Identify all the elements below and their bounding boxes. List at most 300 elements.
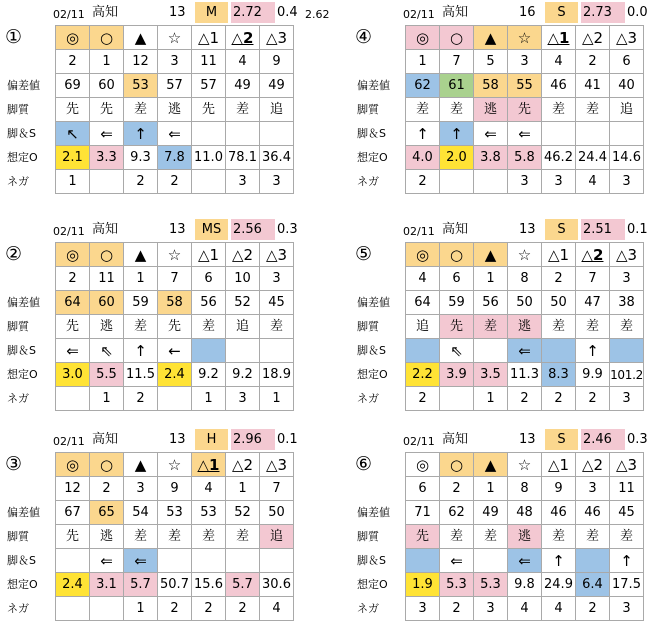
pace-arrow-cell: [192, 549, 226, 573]
deviation-cell: 40: [610, 74, 644, 98]
negative-cell: [56, 597, 90, 621]
expected-odds-cell: 50.7: [158, 573, 192, 597]
expected-odds-cell: 3.3: [90, 146, 124, 170]
arrow-row: [406, 549, 644, 573]
horse-number-cell: 3: [158, 50, 192, 74]
dev-row: [406, 291, 644, 315]
marks-row: [406, 26, 644, 50]
running-style-cell: 追: [226, 315, 260, 339]
horse-number-cell: 6: [406, 477, 440, 501]
expected-odds-cell: 9.9: [576, 363, 610, 387]
deviation-cell: 60: [90, 291, 124, 315]
mark-cell: △1: [192, 453, 226, 477]
mark-cell: ☆: [158, 26, 192, 50]
deviation-cell: 47: [576, 291, 610, 315]
negative-cell: 2: [542, 387, 576, 411]
horse-number-cell: 2: [56, 50, 90, 74]
deviation-cell: 71: [406, 501, 440, 525]
expected-odds-cell: 2.4: [56, 573, 90, 597]
row-label: 脚質: [7, 103, 29, 116]
style-row: [56, 98, 294, 122]
deviation-cell: 41: [576, 74, 610, 98]
deviation-cell: 45: [610, 501, 644, 525]
running-style-cell: 差: [474, 315, 508, 339]
prediction-table: [405, 25, 644, 194]
race-date: 02/11: [53, 435, 85, 448]
negative-cell: 3: [226, 387, 260, 411]
running-style-cell: 差: [406, 98, 440, 122]
running-style-cell: 先: [406, 525, 440, 549]
odds-row: [56, 146, 294, 170]
style-row: [56, 525, 294, 549]
race-grade: H: [195, 429, 228, 450]
mark-cell: ▲: [124, 453, 158, 477]
running-style-cell: 先: [508, 98, 542, 122]
deviation-cell: 61: [440, 74, 474, 98]
mark-cell: ☆: [508, 243, 542, 267]
negative-cell: 3: [610, 597, 644, 621]
mark-cell: ○: [440, 26, 474, 50]
marks-row: [56, 453, 294, 477]
expected-odds-cell: 14.6: [610, 146, 644, 170]
deviation-cell: 59: [124, 291, 158, 315]
pace-arrow-cell: ⇐: [440, 549, 474, 573]
nums-row: [56, 50, 294, 74]
secondary-value: 0.3: [277, 222, 298, 237]
mark-cell: △3: [260, 26, 294, 50]
running-style-cell: 逃: [90, 315, 124, 339]
row-label: 想定O: [357, 151, 388, 164]
race-number: ③: [5, 453, 23, 475]
negative-cell: [440, 387, 474, 411]
pace-arrow-cell: [192, 339, 226, 363]
mark-cell: △2: [226, 26, 260, 50]
expected-odds-cell: 9.2: [226, 363, 260, 387]
prediction-table: [55, 452, 294, 621]
mark-cell: ◎: [56, 243, 90, 267]
race-number: ⑥: [355, 453, 373, 475]
pace-arrow-cell: ⇐: [508, 549, 542, 573]
mark-cell: ▲: [474, 26, 508, 50]
race-venue: 高知: [442, 5, 469, 20]
race-date: 02/11: [403, 225, 435, 238]
expected-odds-cell: 24.4: [576, 146, 610, 170]
horse-number-cell: 11: [610, 477, 644, 501]
negative-cell: 2: [440, 597, 474, 621]
pace-arrow-cell: [260, 339, 294, 363]
negative-cell: 4: [542, 597, 576, 621]
expected-odds-cell: 36.4: [260, 146, 294, 170]
negative-cell: 3: [508, 170, 542, 194]
row-label: ネガ: [357, 602, 379, 615]
nums-row: [56, 477, 294, 501]
mark-cell: ◎: [406, 453, 440, 477]
race-number: ⑤: [355, 243, 373, 265]
running-style-cell: 差: [158, 525, 192, 549]
race-grade: MS: [195, 219, 228, 240]
expected-odds-cell: 5.3: [474, 573, 508, 597]
horse-number-cell: 5: [474, 50, 508, 74]
row-label: 偏差値: [7, 79, 40, 92]
expected-odds-cell: 4.0: [406, 146, 440, 170]
horse-number-cell: 4: [192, 477, 226, 501]
row-label: 脚質: [7, 530, 29, 543]
pace-arrow-cell: ⇐: [158, 122, 192, 146]
neg-row: [406, 170, 644, 194]
row-label: 脚質: [357, 530, 379, 543]
deviation-cell: 52: [226, 291, 260, 315]
running-style-cell: 差: [576, 315, 610, 339]
race-grade: S: [545, 219, 578, 240]
pace-arrow-cell: [610, 122, 644, 146]
expected-odds-cell: 15.6: [192, 573, 226, 597]
row-label: 脚＆S: [7, 127, 36, 140]
pace-arrow-cell: ←: [158, 339, 192, 363]
pace-arrow-cell: [226, 339, 260, 363]
horse-number-cell: 1: [406, 50, 440, 74]
pace-arrow-cell: [474, 549, 508, 573]
negative-cell: 2: [406, 170, 440, 194]
expected-odds-cell: 7.8: [158, 146, 192, 170]
negative-cell: 1: [260, 387, 294, 411]
mark-cell: ▲: [474, 453, 508, 477]
mark-cell: △3: [260, 453, 294, 477]
pace-arrow-cell: ↑: [610, 549, 644, 573]
pace-arrow-cell: [226, 549, 260, 573]
running-style-cell: 逃: [90, 525, 124, 549]
mark-cell: △2: [576, 243, 610, 267]
negative-cell: 1: [56, 170, 90, 194]
negative-cell: 3: [226, 170, 260, 194]
pace-arrow-cell: [260, 122, 294, 146]
deviation-cell: 46: [542, 501, 576, 525]
row-label: 偏差値: [7, 506, 40, 519]
expected-odds-cell: 17.5: [610, 573, 644, 597]
mark-cell: ◎: [406, 243, 440, 267]
row-label: ネガ: [357, 392, 379, 405]
negative-cell: 3: [610, 387, 644, 411]
deviation-cell: 57: [192, 74, 226, 98]
deviation-cell: 62: [406, 74, 440, 98]
race-date: 02/11: [53, 225, 85, 238]
mark-cell: ☆: [158, 453, 192, 477]
deviation-cell: 57: [158, 74, 192, 98]
deviation-cell: 59: [440, 291, 474, 315]
neg-row: [406, 597, 644, 621]
negative-cell: 3: [406, 597, 440, 621]
horse-number-cell: 8: [508, 477, 542, 501]
expected-odds-cell: 3.5: [474, 363, 508, 387]
neg-row: [406, 387, 644, 411]
running-style-cell: 差: [576, 98, 610, 122]
pace-arrow-cell: [56, 549, 90, 573]
mark-cell: △2: [576, 26, 610, 50]
secondary-value: 0.1: [277, 432, 298, 447]
negative-cell: 2: [576, 387, 610, 411]
mark-cell: △2: [226, 453, 260, 477]
nums-row: [56, 267, 294, 291]
horse-number-cell: 6: [610, 50, 644, 74]
odds-row: [56, 573, 294, 597]
running-style-cell: 差: [610, 525, 644, 549]
row-label: 脚質: [357, 320, 379, 333]
horse-number-cell: 10: [226, 267, 260, 291]
pace-arrow-cell: ⇐: [90, 549, 124, 573]
race-panel-5: [355, 217, 655, 413]
deviation-cell: 49: [260, 74, 294, 98]
race-grade: S: [545, 2, 578, 23]
negative-cell: 1: [474, 387, 508, 411]
style-row: [406, 525, 644, 549]
deviation-cell: 62: [440, 501, 474, 525]
negative-cell: [56, 387, 90, 411]
odds-row: [406, 146, 644, 170]
dev-row: [406, 501, 644, 525]
deviation-cell: 58: [474, 74, 508, 98]
horse-number-cell: 8: [508, 267, 542, 291]
running-style-cell: 先: [440, 315, 474, 339]
row-label: ネガ: [7, 602, 29, 615]
secondary-value: 0.3: [627, 432, 648, 447]
expected-odds-cell: 11.3: [508, 363, 542, 387]
index-value: 2.56: [231, 219, 275, 240]
running-style-cell: 差: [440, 525, 474, 549]
pace-arrow-cell: [158, 549, 192, 573]
row-label: 脚＆S: [7, 344, 36, 357]
pace-arrow-cell: ⇐: [90, 122, 124, 146]
horse-number-cell: 2: [542, 267, 576, 291]
row-label: 想定O: [7, 578, 38, 591]
negative-cell: 4: [576, 170, 610, 194]
mark-cell: ◎: [56, 26, 90, 50]
negative-cell: 3: [474, 597, 508, 621]
mark-cell: △3: [610, 453, 644, 477]
odds-row: [56, 363, 294, 387]
runner-count: 16: [519, 5, 536, 20]
runner-count: 13: [519, 432, 536, 447]
race-venue: 高知: [92, 432, 119, 447]
horse-number-cell: 9: [542, 477, 576, 501]
horse-number-cell: 6: [192, 267, 226, 291]
negative-cell: [192, 170, 226, 194]
row-label: 想定O: [357, 368, 388, 381]
running-style-cell: 差: [542, 525, 576, 549]
expected-odds-cell: 9.3: [124, 146, 158, 170]
negative-cell: 2: [124, 170, 158, 194]
expected-odds-cell: 2.1: [56, 146, 90, 170]
marks-row: [56, 26, 294, 50]
race-venue: 高知: [92, 5, 119, 20]
index-value: 2.46: [581, 429, 625, 450]
dev-row: [406, 74, 644, 98]
running-style-cell: 先: [90, 98, 124, 122]
row-label: 偏差値: [357, 296, 390, 309]
horse-number-cell: 6: [440, 267, 474, 291]
row-label: ネガ: [7, 392, 29, 405]
race-number: ①: [5, 26, 23, 48]
row-label: 脚＆S: [357, 554, 386, 567]
running-style-cell: 差: [226, 525, 260, 549]
prediction-table: [55, 25, 294, 194]
race-venue: 高知: [92, 222, 119, 237]
runner-count: 13: [169, 5, 186, 20]
negative-cell: [158, 387, 192, 411]
mark-cell: ◎: [406, 26, 440, 50]
deviation-cell: 58: [158, 291, 192, 315]
pace-arrow-cell: [192, 122, 226, 146]
runner-count: 13: [169, 432, 186, 447]
running-style-cell: 差: [260, 315, 294, 339]
horse-number-cell: 9: [158, 477, 192, 501]
mark-cell: ☆: [158, 243, 192, 267]
mark-cell: ▲: [124, 243, 158, 267]
expected-odds-cell: 46.2: [542, 146, 576, 170]
running-style-cell: 逃: [508, 525, 542, 549]
expected-odds-cell: 101.2: [610, 363, 644, 387]
mark-cell: △3: [610, 26, 644, 50]
prediction-table: [55, 242, 294, 411]
race-venue: 高知: [442, 222, 469, 237]
row-label: 想定O: [357, 578, 388, 591]
pace-arrow-cell: ⇐: [508, 122, 542, 146]
horse-number-cell: 1: [226, 477, 260, 501]
horse-number-cell: 3: [508, 50, 542, 74]
odds-row: [406, 573, 644, 597]
horse-number-cell: 1: [474, 267, 508, 291]
index-value: 2.96: [231, 429, 275, 450]
deviation-cell: 46: [542, 74, 576, 98]
mark-cell: △1: [542, 26, 576, 50]
pace-arrow-cell: ⇖: [90, 339, 124, 363]
pace-arrow-cell: [576, 549, 610, 573]
pace-arrow-cell: ↑: [576, 339, 610, 363]
row-label: 脚＆S: [7, 554, 36, 567]
expected-odds-cell: 8.3: [542, 363, 576, 387]
pace-arrow-cell: ⇖: [440, 339, 474, 363]
mark-cell: △1: [542, 453, 576, 477]
horse-number-cell: 3: [124, 477, 158, 501]
horse-number-cell: 3: [610, 267, 644, 291]
running-style-cell: 先: [192, 98, 226, 122]
marks-row: [406, 243, 644, 267]
negative-cell: [90, 597, 124, 621]
pace-arrow-cell: [260, 549, 294, 573]
running-style-cell: 追: [260, 98, 294, 122]
mark-cell: ○: [440, 243, 474, 267]
mark-cell: △3: [610, 243, 644, 267]
negative-cell: 1: [192, 387, 226, 411]
secondary-value: 0.4: [277, 5, 298, 20]
pace-arrow-cell: ⇐: [124, 549, 158, 573]
deviation-cell: 49: [226, 74, 260, 98]
deviation-cell: 56: [474, 291, 508, 315]
neg-row: [56, 387, 294, 411]
negative-cell: 2: [508, 387, 542, 411]
pace-arrow-cell: ⇐: [508, 339, 542, 363]
arrow-row: [56, 339, 294, 363]
deviation-cell: 46: [576, 501, 610, 525]
expected-odds-cell: 6.4: [576, 573, 610, 597]
row-label: 脚＆S: [357, 127, 386, 140]
mark-cell: ▲: [124, 26, 158, 50]
race-panel-4: [355, 0, 655, 196]
deviation-cell: 50: [542, 291, 576, 315]
running-style-cell: 差: [576, 525, 610, 549]
marks-row: [56, 243, 294, 267]
row-label: 偏差値: [357, 79, 390, 92]
negative-cell: 4: [260, 597, 294, 621]
row-label: 想定O: [7, 151, 38, 164]
horse-number-cell: 1: [124, 267, 158, 291]
negative-cell: 3: [260, 170, 294, 194]
pace-arrow-cell: ↑: [124, 122, 158, 146]
style-row: [56, 315, 294, 339]
negative-cell: 2: [124, 387, 158, 411]
prediction-table: [405, 452, 644, 621]
race-header: [5, 427, 305, 452]
pace-arrow-cell: ↑: [542, 549, 576, 573]
arrow-row: [56, 549, 294, 573]
row-label: ネガ: [7, 175, 29, 188]
expected-odds-cell: 3.1: [90, 573, 124, 597]
horse-number-cell: 4: [406, 267, 440, 291]
horse-number-cell: 9: [260, 50, 294, 74]
row-label: 脚質: [7, 320, 29, 333]
running-style-cell: 先: [56, 315, 90, 339]
deviation-cell: 54: [124, 501, 158, 525]
race-venue: 高知: [442, 432, 469, 447]
negative-cell: 1: [124, 597, 158, 621]
negative-cell: 1: [90, 387, 124, 411]
style-row: [406, 315, 644, 339]
horse-number-cell: 7: [158, 267, 192, 291]
expected-odds-cell: 3.9: [440, 363, 474, 387]
horse-number-cell: 3: [576, 477, 610, 501]
index-value: 2.73: [581, 2, 625, 23]
running-style-cell: 逃: [158, 98, 192, 122]
expected-odds-cell: 2.4: [158, 363, 192, 387]
negative-cell: 4: [508, 597, 542, 621]
index-value: 2.51: [581, 219, 625, 240]
race-date: 02/11: [403, 8, 435, 21]
running-style-cell: 差: [226, 98, 260, 122]
horse-number-cell: 2: [440, 477, 474, 501]
negative-cell: [90, 170, 124, 194]
mark-cell: ▲: [474, 243, 508, 267]
pace-arrow-cell: ↑: [406, 122, 440, 146]
running-style-cell: 差: [124, 98, 158, 122]
horse-number-cell: 3: [260, 267, 294, 291]
row-label: 脚質: [357, 103, 379, 116]
deviation-cell: 52: [226, 501, 260, 525]
horse-number-cell: 7: [260, 477, 294, 501]
expected-odds-cell: 3.8: [474, 146, 508, 170]
deviation-cell: 50: [260, 501, 294, 525]
race-grade: M: [195, 2, 228, 23]
deviation-cell: 49: [474, 501, 508, 525]
expected-odds-cell: 30.6: [260, 573, 294, 597]
nums-row: [406, 267, 644, 291]
style-row: [406, 98, 644, 122]
horse-number-cell: 7: [576, 267, 610, 291]
pace-arrow-cell: [474, 339, 508, 363]
mark-cell: ☆: [508, 453, 542, 477]
row-label: 偏差値: [357, 506, 390, 519]
expected-odds-cell: 9.2: [192, 363, 226, 387]
pace-arrow-cell: [542, 339, 576, 363]
secondary-value: 0.0: [627, 5, 648, 20]
race-header: [355, 427, 655, 452]
